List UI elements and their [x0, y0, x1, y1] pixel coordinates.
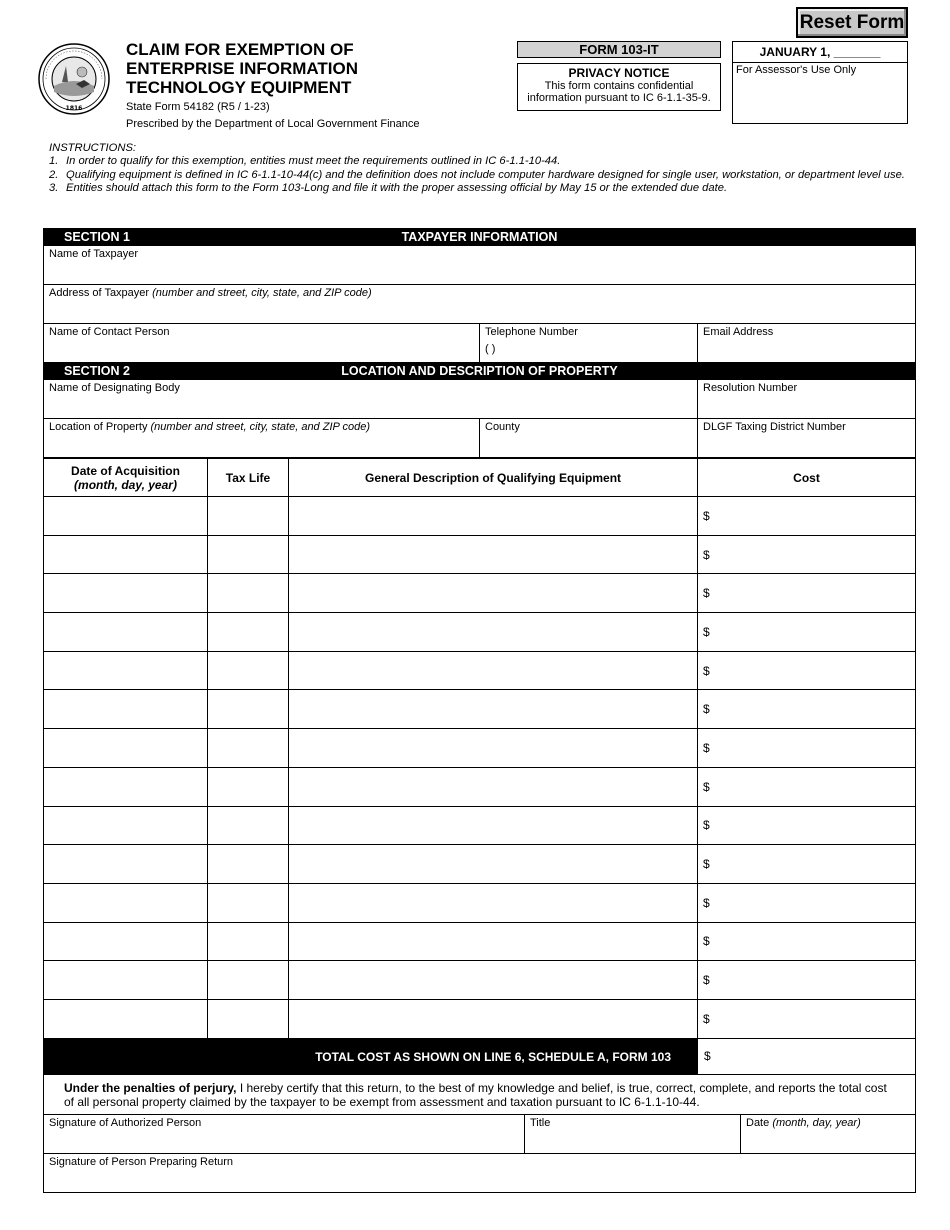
date-cell[interactable]: [44, 961, 208, 999]
instruction-item: 3. Entities should attach this form to the Form 103-Long and file it with the proper assessing official by May 15 or the extended due date.: [49, 181, 728, 194]
reset-form-button[interactable]: Reset Form: [796, 7, 908, 38]
perjury-statement: Under the penalties of perjury, I hereby certify that this return, to the best of my knowledge and belief, is true, correct, complete, and reports the total cost of all personal property claimed by the taxpayer to be exempt from assessment and taxation pursuant to IC 6-1.1-10-44.: [44, 1075, 915, 1115]
tax-life-cell[interactable]: [208, 613, 289, 651]
description-cell[interactable]: [289, 729, 698, 767]
date-cell[interactable]: [44, 768, 208, 806]
taxpayer-address-field[interactable]: Address of Taxpayer (number and street, city, state, and ZIP code): [49, 287, 372, 299]
tax-life-cell[interactable]: [208, 884, 289, 922]
tax-life-cell[interactable]: [208, 1000, 289, 1038]
privacy-notice: PRIVACY NOTICE This form contains confidential information pursuant to IC 6-1.1-35-9.: [517, 63, 721, 111]
col-tax-life-header: Tax Life: [208, 459, 289, 496]
date-cell[interactable]: [44, 574, 208, 612]
description-cell[interactable]: [289, 652, 698, 690]
date-cell[interactable]: [44, 497, 208, 535]
date-cell[interactable]: [44, 690, 208, 728]
dlgf-district-field[interactable]: DLGF Taxing District Number: [703, 421, 846, 433]
date-cell[interactable]: [44, 807, 208, 845]
tax-life-cell[interactable]: [208, 652, 289, 690]
cost-cell[interactable]: $: [703, 508, 710, 523]
tax-life-cell[interactable]: [208, 961, 289, 999]
cost-cell[interactable]: $: [703, 624, 710, 639]
description-cell[interactable]: [289, 690, 698, 728]
authorized-signature-field[interactable]: Signature of Authorized Person: [44, 1115, 525, 1153]
description-cell[interactable]: [289, 923, 698, 961]
table-row: [44, 961, 915, 1000]
table-row: [44, 652, 915, 691]
date-cell[interactable]: [44, 884, 208, 922]
form-number-box: FORM 103-IT: [517, 41, 721, 58]
description-cell[interactable]: [289, 574, 698, 612]
col-date-header: Date of Acquisition: [71, 463, 180, 478]
cost-cell[interactable]: $: [703, 1011, 710, 1026]
assessor-use-label: For Assessor's Use Only: [736, 64, 857, 76]
cost-cell[interactable]: $: [703, 857, 710, 872]
table-row: [44, 497, 915, 536]
table-row: [44, 690, 915, 729]
tax-life-cell[interactable]: [208, 923, 289, 961]
description-cell[interactable]: [289, 497, 698, 535]
table-row: [44, 729, 915, 768]
tax-life-cell[interactable]: [208, 807, 289, 845]
table-row: [44, 807, 915, 846]
date-cell[interactable]: [44, 536, 208, 574]
tax-life-cell[interactable]: [208, 690, 289, 728]
instruction-item: 1. In order to qualify for this exemption, entities must meet the requirements outlined in IC 6-1.1-10-44.: [49, 155, 561, 168]
january-year-field[interactable]: JANUARY 1, _______: [733, 42, 907, 63]
designating-body-field[interactable]: Name of Designating Body: [44, 380, 698, 418]
col-cost-header: Cost: [793, 470, 820, 485]
date-cell[interactable]: [44, 652, 208, 690]
description-cell[interactable]: [289, 807, 698, 845]
table-row: [44, 923, 915, 962]
description-cell[interactable]: [289, 768, 698, 806]
telephone-field[interactable]: Telephone Number ( ): [480, 324, 698, 362]
instructions: INSTRUCTIONS: 1. In order to qualify for this exemption, entities must meet the requirements outlined in IC 6-1.1-10-44. 2. Qualifying equipment is defined in IC 6-1.1-10-44(c) and the definition does not include computer hardware designed for single user, workstation, or department level use. 3. Entities should attach this form to the Form 103-Long and file it with the proper assessing official by May 15 or the extended due date.: [49, 142, 929, 195]
cost-cell[interactable]: $: [703, 779, 710, 794]
description-cell[interactable]: [289, 845, 698, 883]
equipment-table-header: Date of Acquisition (month, day, year) Tax Life General Description of Qualifying Equipment Cost: [44, 459, 915, 497]
contact-person-field[interactable]: Name of Contact Person: [44, 324, 480, 362]
resolution-number-field[interactable]: Resolution Number: [703, 382, 798, 394]
tax-life-cell[interactable]: [208, 574, 289, 612]
instruction-item: 2. Qualifying equipment is defined in IC 6-1.1-10-44(c) and the definition does not include computer hardware designed for single user, workstation, or department level use.: [49, 168, 905, 181]
form-grid: [43, 228, 916, 1193]
svg-text:1816: 1816: [65, 105, 83, 112]
description-cell[interactable]: [289, 536, 698, 574]
assessor-box: [732, 41, 908, 124]
table-row: [44, 1000, 915, 1039]
form-title: CLAIM FOR EXEMPTION OF ENTERPRISE INFORMATION TECHNOLOGY EQUIPMENT: [126, 40, 359, 97]
tax-life-cell[interactable]: [208, 497, 289, 535]
cost-cell[interactable]: $: [703, 586, 710, 601]
tax-life-cell[interactable]: [208, 768, 289, 806]
table-row: [44, 845, 915, 884]
taxpayer-name-field[interactable]: Name of Taxpayer: [49, 248, 139, 260]
total-cost-label: TOTAL COST AS SHOWN ON LINE 6, SCHEDULE A, FORM 103: [44, 1039, 698, 1074]
col-description-header: General Description of Qualifying Equipment: [289, 459, 698, 496]
cost-cell[interactable]: $: [703, 663, 710, 678]
tax-life-cell[interactable]: [208, 536, 289, 574]
table-row: [44, 768, 915, 807]
date-cell[interactable]: [44, 729, 208, 767]
state-form-number: State Form 54182 (R5 / 1-23): [126, 101, 270, 113]
description-cell[interactable]: [289, 961, 698, 999]
cost-cell[interactable]: $: [703, 895, 710, 910]
cost-cell[interactable]: $: [703, 818, 710, 833]
total-cost-row: [44, 1039, 915, 1075]
tax-life-cell[interactable]: [208, 845, 289, 883]
table-row: [44, 574, 915, 613]
property-location-field[interactable]: Location of Property (number and street, city, state, and ZIP code): [44, 419, 480, 457]
cost-cell[interactable]: $: [703, 934, 710, 949]
county-field[interactable]: County: [480, 419, 698, 457]
tax-life-cell[interactable]: [208, 729, 289, 767]
cost-cell[interactable]: $: [703, 702, 710, 717]
preparer-signature-field[interactable]: Signature of Person Preparing Return: [49, 1155, 234, 1168]
section-2-header: SECTION 2 LOCATION AND DESCRIPTION OF PROPERTY: [44, 362, 915, 380]
description-cell[interactable]: [289, 613, 698, 651]
cost-cell[interactable]: $: [703, 547, 710, 562]
state-seal-icon: [38, 42, 110, 116]
table-row: [44, 884, 915, 923]
cost-cell[interactable]: $: [703, 740, 710, 755]
date-cell[interactable]: [44, 1000, 208, 1038]
description-cell[interactable]: [289, 1000, 698, 1038]
cost-cell[interactable]: $: [703, 973, 710, 988]
table-row: [44, 536, 915, 575]
date-cell[interactable]: [44, 613, 208, 651]
section-1-header: SECTION 1 TAXPAYER INFORMATION: [44, 228, 915, 246]
email-field[interactable]: Email Address: [703, 326, 774, 338]
prescribed-by: Prescribed by the Department of Local Government Finance: [126, 118, 420, 130]
equipment-rows: [44, 497, 915, 1039]
title-field[interactable]: Title: [525, 1115, 741, 1153]
date-cell[interactable]: [44, 845, 208, 883]
date-field[interactable]: Date (month, day, year): [746, 1116, 861, 1129]
total-cost-field[interactable]: $: [704, 1049, 711, 1064]
date-cell[interactable]: [44, 923, 208, 961]
description-cell[interactable]: [289, 884, 698, 922]
table-row: [44, 613, 915, 652]
